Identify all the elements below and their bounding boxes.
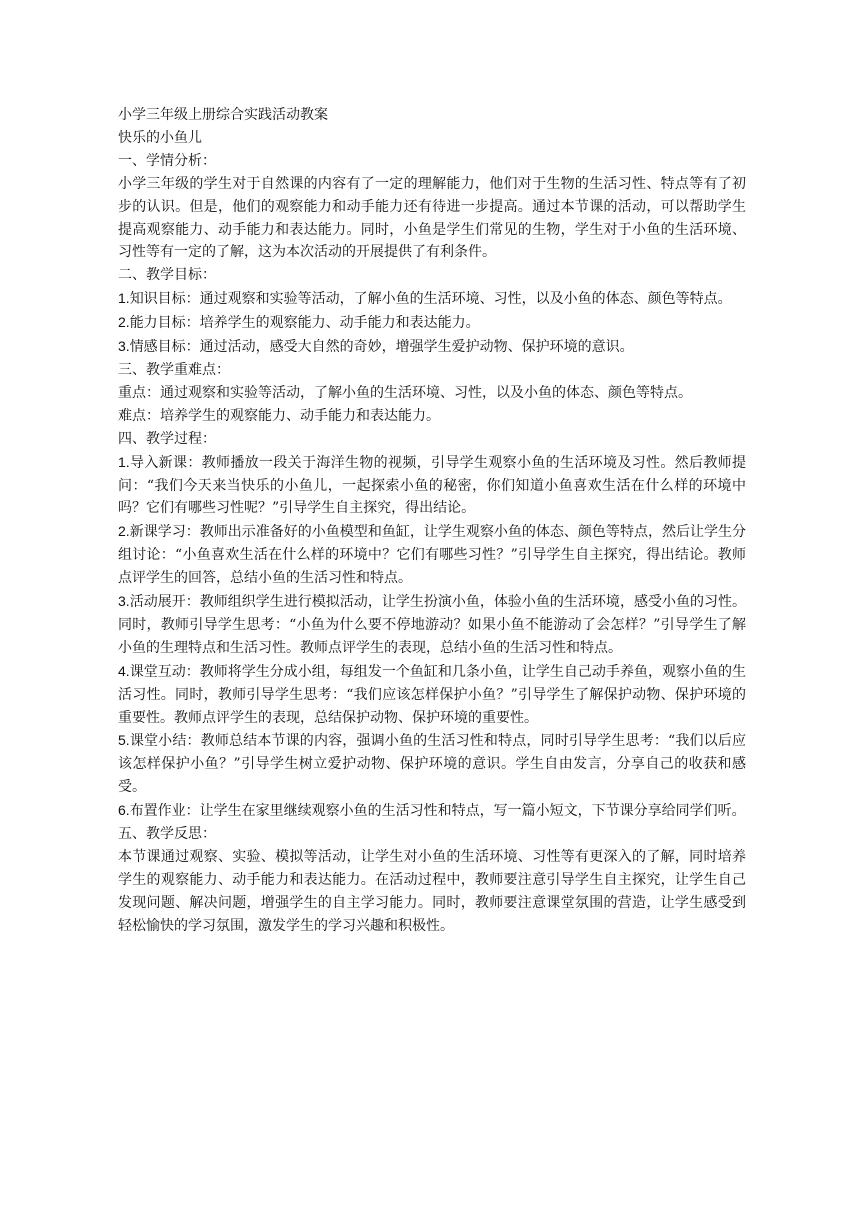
process-item-text: 导入新课：教师播放一段关于海洋生物的视频，引导学生观察小鱼的生活环境及习性。然后教师提问：“我们今天来当快乐的小鱼儿，一起探索小鱼的秘密，你们知道小鱼喜欢生活在什么样的环境中吗？它们有哪些习性呢？”引导学生自主探究，得出结论。: [118, 454, 746, 517]
process-item: [118, 590, 746, 660]
process-item-number: 6.: [118, 802, 130, 819]
process-item-number: 4.: [118, 662, 130, 679]
process-item: [118, 451, 746, 521]
process-item-number: 3.: [118, 593, 130, 610]
goal-item-text: 情感目标：通过活动，感受大自然的奇妙，增强学生爱护动物、保护环境的意识。: [129, 339, 634, 356]
process-item-text: 课堂互动：教师将学生分成小组，每组发一个鱼缸和几条小鱼，让学生自己动手养鱼，观察小鱼的生活习性。同时，教师引导学生思考：“我们应该怎样保护小鱼？”引导学生了解保护动物、保护环境的重要性。教师点评学生的表现，总结保护动物、保护环境的重要性。: [118, 663, 746, 726]
process-item-text: 课堂小结：教师总结本节课的内容，强调小鱼的生活习性和特点，同时引导学生思考：“我们以后应该怎样保护小鱼？”引导学生树立爱护动物、保护环境的意识。学生自由发言，分享自己的收获和感受。: [118, 733, 746, 796]
goal-item-text: 知识目标：通过观察和实验等活动，了解小鱼的生活环境、习性，以及小鱼的体态、颜色等特点。: [129, 291, 732, 308]
process-item: [118, 799, 746, 823]
process-item-number: 5.: [118, 732, 130, 749]
goal-item-number: 3.: [118, 338, 130, 355]
document-title: 快乐的小鱼儿: [118, 129, 202, 146]
difficulty-paragraph: 难点：培养学生的观察能力、动手能力和表达能力。: [118, 407, 440, 424]
process-item: [118, 660, 746, 730]
key-point-paragraph: 重点：通过观察和实验等活动，了解小鱼的生活环境、习性，以及小鱼的体态、颜色等特点。: [118, 384, 692, 401]
process-item-number: 1.: [118, 453, 130, 470]
analysis-paragraph: 小学三年级的学生对于自然课的内容有了一定的理解能力，他们对于生物的生活习性、特点等有了初步的认识。但是，他们的观察能力和动手能力还有待进一步提高。通过本节课的活动，可以帮助学生提高观察能力、动手能力和表达能力。同时，小鱼是学生们常见的生物，学生对于小鱼的生活环境、习性等有一定的了解，这为本次活动的开展提供了有利条件。: [118, 175, 746, 261]
section-heading-reflection: 五、教学反思：: [118, 826, 216, 843]
process-item: [118, 729, 746, 799]
goal-item-number: 1.: [118, 290, 130, 307]
goal-item-text: 能力目标：培养学生的观察能力、动手能力和表达能力。: [129, 315, 480, 332]
section-heading-analysis: 一、学情分析：: [118, 152, 216, 169]
goal-item-number: 2.: [118, 314, 130, 331]
goal-item: [118, 311, 746, 335]
goal-item: [118, 335, 746, 359]
process-item: [118, 520, 746, 590]
process-item-text: 活动展开：教师组织学生进行模拟活动，让学生扮演小鱼，体验小鱼的生活环境，感受小鱼的习性。同时，教师引导学生思考：“小鱼为什么要不停地游动？如果小鱼不能游动了会怎样？”引导学生了解小鱼的生理特点和生活习性。教师点评学生的表现，总结小鱼的生活习性和特点。: [118, 594, 746, 656]
document-header: 小学三年级上册综合实践活动教案: [118, 107, 328, 123]
section-heading-key-points: 三、教学重难点：: [118, 361, 230, 378]
section-heading-goals: 二、教学目标：: [118, 267, 216, 284]
process-item-text: 布置作业：让学生在家里继续观察小鱼的生活习性和特点，写一篇小短文，下节课分享给同学们听。: [129, 803, 746, 820]
process-item-number: 2.: [118, 523, 130, 540]
section-heading-process: 四、教学过程：: [118, 430, 216, 447]
process-item-text: 新课学习：教师出示准备好的小鱼模型和鱼缸，让学生观察小鱼的体态、颜色等特点，然后让学生分组讨论：“小鱼喜欢生活在什么样的环境中？它们有哪些习性？”引导学生自主探究，得出结论。教师点评学生的回答，总结小鱼的生活习性和特点。: [118, 524, 746, 587]
document-page: [118, 104, 746, 938]
goal-item: [118, 287, 746, 311]
reflection-paragraph: 本节课通过观察、实验、模拟等活动，让学生对小鱼的生活环境、习性等有更深入的了解，同时培养学生的观察能力、动手能力和表达能力。在活动过程中，教师要注意引导学生自主探究，让学生自己发现问题、解决问题，增强学生的自主学习能力。同时，教师要注意课堂氛围的营造，让学生感受到轻松愉快的学习氛围，激发学生的学习兴趣和积极性。: [118, 849, 746, 934]
